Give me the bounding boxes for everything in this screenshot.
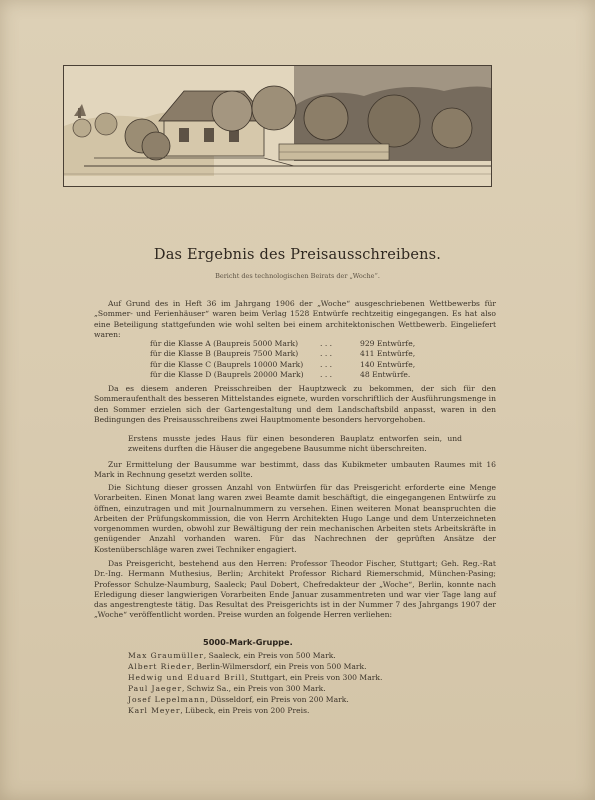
winner-details: , Saaleck, ein Preis von 500 Mark. <box>203 651 336 660</box>
class-count: 48 Entwürfe. <box>360 370 411 380</box>
winner-name: Karl Meyer <box>128 706 181 715</box>
preparation-paragraph <box>94 483 496 555</box>
class-row <box>150 370 450 380</box>
winner-entry <box>128 694 382 705</box>
intro-paragraph <box>94 299 496 340</box>
class-count: 140 Entwürfe, <box>360 359 416 369</box>
winner-entry <box>128 705 382 716</box>
winner-details: , Stuttgart, ein Preis von 300 Mark. <box>245 673 383 682</box>
landscape-illustration <box>63 65 492 187</box>
purpose-text: Da es diesem anderen Preisschreiben der Hauptzweck zu bekommen, der sich für den Sommeraufenthalt des besseren Mittelstandes eignete, wurden vorschriftlich der Ausführungsmenge in den Sommer erzielen sich der Gartengestaltung und dem Landschaftsbild anpasst, waren in den Bedingungen des Preisausschreibens zwei Hauptmomente besonders hervorgehoben. <box>94 384 496 424</box>
winner-name: Hedwig und Eduard Brill <box>128 673 246 682</box>
class-label: für die Klasse A (Baupreis 5000 Mark) <box>150 339 299 348</box>
class-label: für die Klasse B (Baupreis 7500 Mark) <box>150 349 299 359</box>
winner-entry <box>128 661 382 672</box>
class-count: 411 Entwürfe, <box>360 349 416 359</box>
leader-dots: . . . <box>320 359 333 369</box>
winner-details: , Düsseldorf, ein Preis von 200 Mark. <box>205 695 349 704</box>
class-count: 929 Entwürfe, <box>360 339 416 348</box>
leader-dots: . . . <box>320 349 333 359</box>
winner-name: Josef Lepelmann <box>128 695 206 704</box>
page-title: Das Ergebnis des Preisausschreibens. <box>153 247 442 263</box>
budget-paragraph <box>94 460 496 481</box>
entries-by-class-list <box>150 339 450 381</box>
prize-group-heading: 5000-Mark-Gruppe. <box>203 637 293 647</box>
winner-details: , Lübeck, ein Preis von 200 Preis. <box>180 706 310 715</box>
winner-details: , Schwiz Sa., ein Preis von 300 Mark. <box>181 684 326 693</box>
winner-name: Albert Rieder <box>128 662 192 671</box>
leader-dots: . . . <box>320 370 333 380</box>
class-label: für die Klasse C (Bauprels 10000 Mark) <box>150 359 304 369</box>
class-label: für die Klasse D (Bauprels 20000 Mark) <box>150 370 304 380</box>
intro-text: Auf Grund des in Heft 36 im Jahrgang 1906 der „Woche“ ausgeschriebenen Wettbewerbs für „Sommer- und Ferienhäuser“ waren beim Verlag 1528 Entwürfe rechtzeitig eingegangen. Es hat also eine Beteiligung stattgefunden wie wohl selten bei einem architektonischen Wettbewerb. Eingeliefert waren: <box>94 299 496 339</box>
preparation-text: Die Sichtung dieser grossen Anzahl von Entwürfen für das Preisgericht erforderte eine Menge Vorarbeiten. Einen Monat lang waren zwei Beamte damit beschäftigt, die eingegangenen Entwürfe zu öffnen, einzutragen und mit Journalnummern zu versehen. Einen weiteren Monat beanspruchten die Arbeiten der Prüfungskommission, die von Herrn Architekten Hugo Lange und dem Unterzeichneten vorgenommen wurden, obwohl zur Bewältigung der rein mechanischen Arbeiten stets Arbeitskräfte in genügender Anzahl vorhanden waren. Für das Nachrechnen der geprüften Ansätze der Kostenüberschläge waren zwei Techniker engagiert. <box>94 483 496 554</box>
winner-name: Max Graumüller <box>128 651 204 660</box>
leader-dots: . . . <box>320 339 333 348</box>
winners-list <box>128 650 382 716</box>
page-subtitle: Bericht des technologischen Beirats der „Woche“. <box>215 272 380 280</box>
winner-entry <box>128 683 382 694</box>
winner-details: , Berlin-Wilmersdorf, ein Preis von 500 Mark. <box>191 662 367 671</box>
winner-name: Paul Jaeger <box>128 684 182 693</box>
jury-paragraph <box>94 559 496 621</box>
class-row <box>150 339 450 349</box>
class-row <box>150 360 450 370</box>
jury-text: Das Preisgericht, bestehend aus den Herren: Professor Theodor Fischer, Stuttgart; Geh. Reg.-Rat Dr.-Ing. Hermann Muthesius, Berlin; Architekt Professor Richard Riemerschmid, München-Pasing; Professor Schulze-Naumburg, Saaleck; Paul Dobert, Chefredakteur der „Woche“, Berlin, konnte nach Erledigung dieser langwierigen Vorarbeiten Ende Januar zusammentreten und war vier Tage lang auf das angestrengteste tätig. Das Resultat des Preisgerichts ist in der Nummer 7 des Jahrgangs 1907 der „Woche“ veröffentlicht worden. Preise wurden an folgende Herren verliehen: <box>94 559 496 620</box>
class-row <box>150 349 450 359</box>
conditions-paragraph <box>128 434 462 455</box>
purpose-paragraph <box>94 384 496 425</box>
winner-entry <box>128 672 382 683</box>
garden-house-engraving <box>64 66 491 186</box>
conditions-text: Erstens musste jedes Haus für einen besonderen Bauplatz entworfen sein, und zweitens durften die Häuser die angegebene Bausumme nicht überschreiten. <box>128 434 462 454</box>
budget-text: Zur Ermittelung der Bausumme war bestimmt, dass das Kubikmeter umbauten Raumes mit 16 Mark in Rechnung gesetzt werden sollte. <box>94 460 496 480</box>
winner-entry <box>128 650 382 661</box>
